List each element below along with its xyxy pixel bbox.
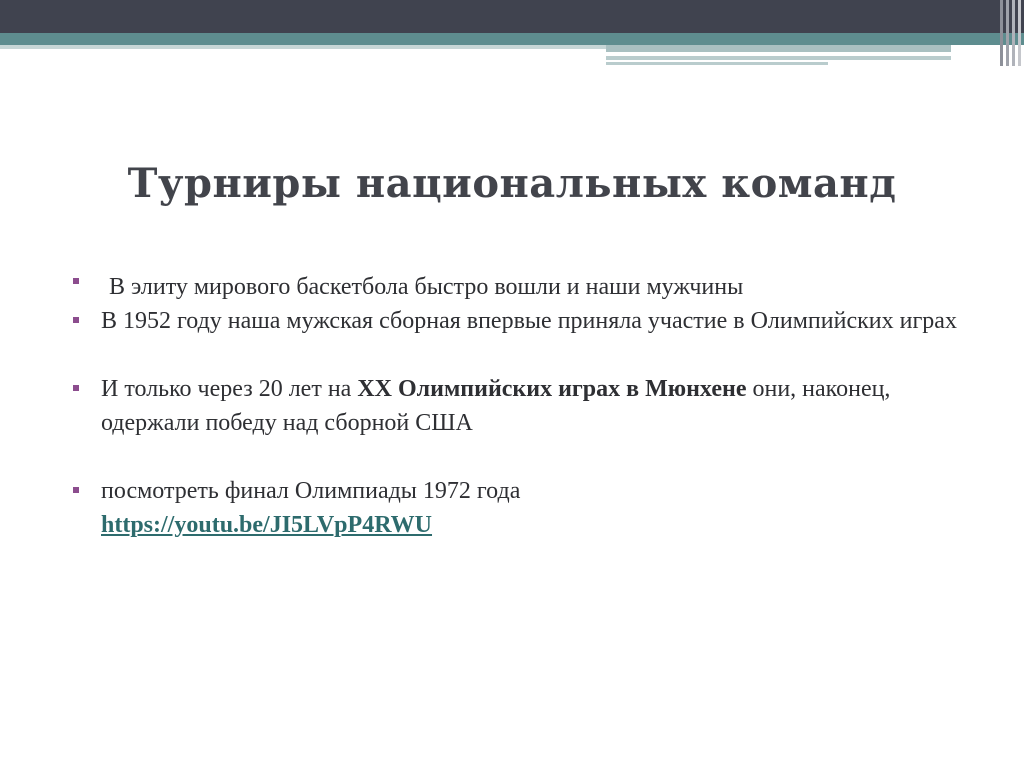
edge-stripe [1012,0,1015,66]
bullet-marker-icon [73,487,79,493]
slide-title: Турниры национальных команд [127,160,897,207]
header-band-dark [0,0,1024,33]
bullet-marker-icon [73,385,79,391]
video-link[interactable]: https://youtu.be/JI5LVpP4RWU [101,512,433,538]
bullet-text-suffix: они, наконец, одержали победу над сборной США [101,376,891,436]
list-item [73,372,963,440]
bullet-marker-icon [73,278,79,284]
edge-stripe [1006,0,1009,66]
bullet-marker-icon [73,317,79,323]
header-accent-line [606,56,951,60]
list-item [73,270,963,304]
bullet-text-prefix: И только через 20 лет на [101,376,358,402]
bullet-list [73,270,963,542]
list-item [73,304,963,338]
header-band-teal [0,33,1024,45]
header-accent-line [606,62,828,65]
edge-stripe [1000,0,1003,66]
header-band-light-left [0,45,610,49]
edge-stripe [1018,0,1021,66]
bullet-text-bold: XX Олимпийских играх в Мюнхене [357,376,747,402]
list-item [73,474,963,542]
bullet-text: В элиту мирового баскетбола быстро вошли и наши мужчины [109,274,744,300]
header-band-light-right [606,45,951,52]
bullet-text: посмотреть финал Олимпиады 1972 года [101,478,521,504]
bullet-text: В 1952 году наша мужская сборная впервые приняла участие в Олимпийских играх [101,308,957,334]
